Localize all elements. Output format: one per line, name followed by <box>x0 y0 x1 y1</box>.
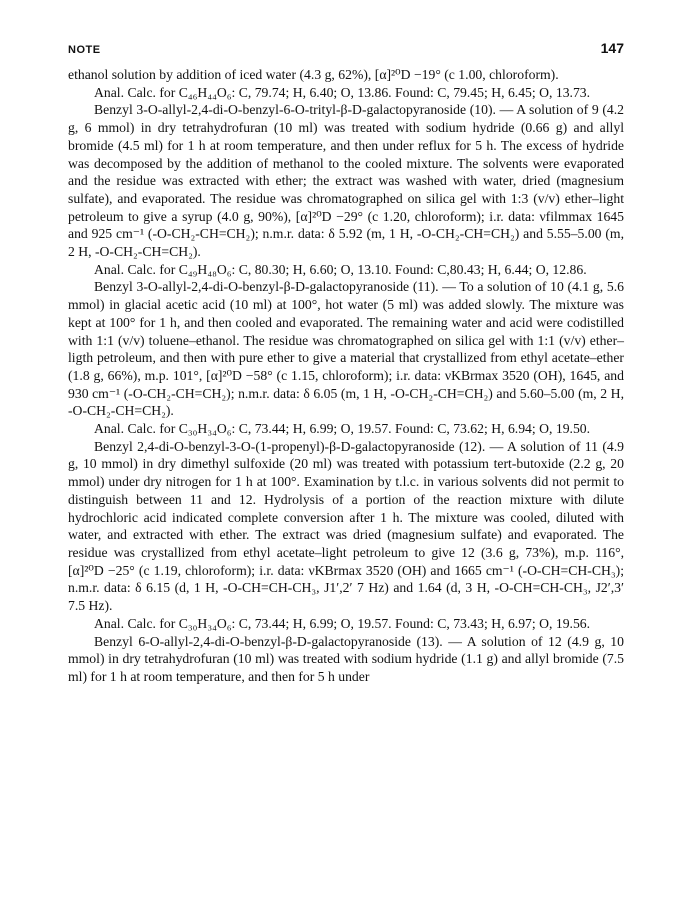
article-body <box>68 66 624 686</box>
compound-11-paragraph: Benzyl 3-O-allyl-2,4-di-O-benzyl-β-D-galactopyranoside (11). — To a solution of 10 (4.1 g, 5.6 mmol) in glacial acetic acid (10 ml) at 100°, hot water (5 ml) was added slowly. The mixture was kept at 100° for 1 h, and then cooled and evaporated. The remaining water and acid were codistilled with 1:1 (v/v) toluene–ethanol. The residue was chromatographed on silica gel with 1:1 (v/v) ether–ligth petroleum, and then with pure ether to give a material that crystallized from ethyl acetate–ether (1.8 g, 66%), m.p. 101°, [α]²⁰D −58° (c 1.15, chloroform); i.r. data: νKBrmax 3520 (OH), 1645, and 930 cm⁻¹ (-O-CH₂-CH=CH₂); n.m.r. data: δ 6.05 (m, 1 H, -O-CH₂-CH=CH₂) and 5.60–5.00 (m, 2 H, -O-CH₂-CH=CH₂). <box>68 279 624 419</box>
compound-12-paragraph: Benzyl 2,4-di-O-benzyl-3-O-(1-propenyl)-β-D-galactopyranoside (12). — A solution of 11 (4.9 g, 10 mmol) in dry dimethyl sulfoxide (20 ml) was treated with potassium tert-butoxide (2.2 g, 20 mmol) under dry nitrogen for 1 h at 100°. Examination by t.l.c. in various solvents did not permit to distinguish between 11 and 12. Hydrolysis of a portion of the reaction mixture with dilute hydrochloric acid indicated complete conversion after 1 h. The mixture was cooled, diluted with water, and extracted with ether. The extract was dried (magnesium sulfate) and evaporated. The residue was crystallized from ethyl acetate–light petroleum to give 12 (3.6 g, 73%), m.p. 116°, [α]²⁰D −25° (c 1.19, chloroform); i.r. data: νKBrmax 3520 (OH) and 1665 cm⁻¹ (-O-CH=CH-CH₃); n.m.r. data: δ 6.15 (d, 1 H, -O-CH=CH-CH₃, J1′,2′ 7 Hz) and 1.64 (d, 3 H, -O-CH=CH-CH₃, J2′,3′ 7.5 Hz). <box>68 438 624 614</box>
page-number: 147 <box>600 40 624 56</box>
compound-13-paragraph: Benzyl 6-O-allyl-2,4-di-O-benzyl-β-D-galactopyranoside (13). — A solution of 12 (4.9 g, 10 mmol) in dry tetrahydrofuran (10 ml) was treated with sodium hydride (1.1 g) and allyl bromide (7.5 ml) for 1 h at room temperature, and then for 5 h under <box>68 633 624 684</box>
analysis-paragraph: Anal. Calc. for C₃₀H₃₄O₆: C, 73.44; H, 6.99; O, 19.57. Found: C, 73.43; H, 6.97; O, 19.56. <box>94 615 591 631</box>
analysis-paragraph: Anal. Calc. for C₄₆H₄₄O₆: C, 79.74; H, 6.40; O, 13.86. Found: C, 79.45; H, 6.45; O, 13.73. <box>94 84 591 100</box>
section-label: NOTE <box>68 44 101 56</box>
page <box>68 40 624 686</box>
page-header <box>68 40 624 66</box>
analysis-paragraph: Anal. Calc. for C₃₀H₃₄O₆: C, 73.44; H, 6.99; O, 19.57. Found: C, 73.62; H, 6.94; O, 19.50. <box>94 421 591 437</box>
analysis-paragraph: Anal. Calc. for C₄₉H₄₈O₆: C, 80.30; H, 6.60; O, 13.10. Found: C,80.43; H, 6.44; O, 12.86. <box>94 261 587 277</box>
paragraph-continuation: ethanol solution by addition of iced water (4.3 g, 62%), [α]²⁰D −19° (c 1.00, chloroform). <box>68 67 559 82</box>
compound-10-paragraph: Benzyl 3-O-allyl-2,4-di-O-benzyl-6-O-trityl-β-D-galactopyranoside (10). — A solution of 9 (4.2 g, 6 mmol) in dry tetrahydrofuran (10 ml) was treated with sodium hydride (0.66 g) and allyl bromide (4.5 ml) for 1 h at room temperature, and then under reflux for 5 h. The excess of hydride was decomposed by the addition of methanol to the cooled mixture. The solvents were evaporated and the residue was extracted with ether; the extract was washed with water, dried (magnesium sulfate), and evaporated. The residue was chromatographed on silica gel with 1:3 (v/v) ether–light petroleum to give a syrup (4.0 g, 90%), [α]²⁰D −29° (c 1.20, chloroform); i.r. data: νfilmmax 1645 and 925 cm⁻¹ (-O-CH₂-CH=CH₂); n.m.r. data: δ 5.92 (m, 1 H, -O-CH₂-CH=CH₂) and 5.55–5.00 (m, 2 H, -O-CH₂-CH=CH₂). <box>68 102 624 260</box>
